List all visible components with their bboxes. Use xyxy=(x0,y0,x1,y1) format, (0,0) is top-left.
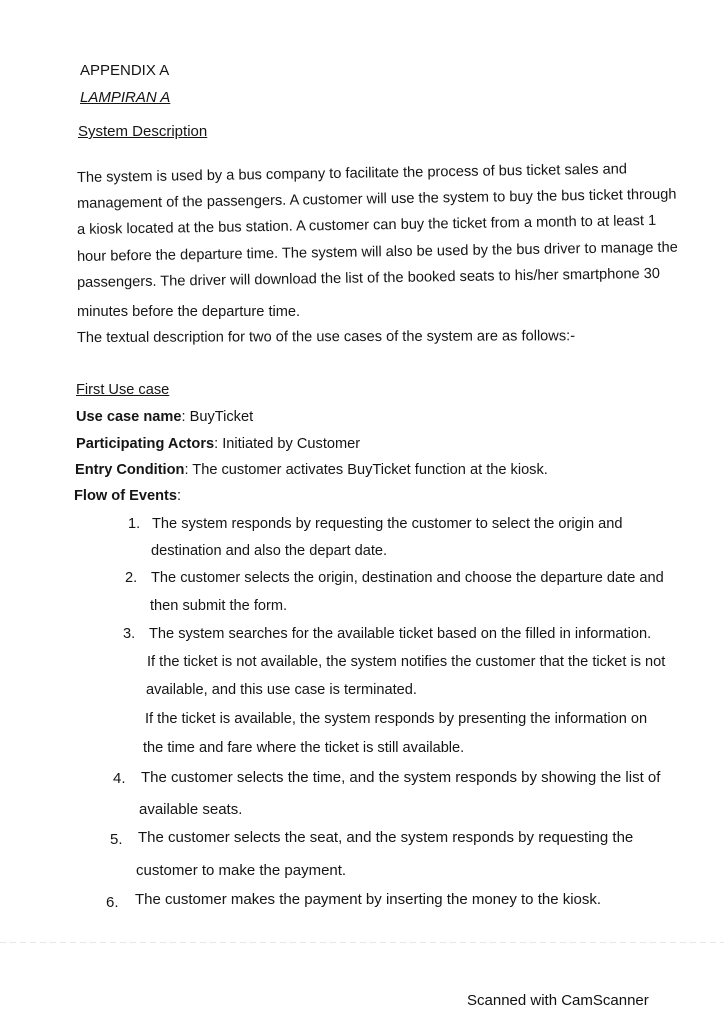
camscanner-watermark: Scanned with CamScanner xyxy=(467,992,649,1009)
step-line: then submit the form. xyxy=(150,598,288,614)
use-case-name-row xyxy=(76,409,253,425)
step-number: 4. xyxy=(113,770,126,787)
description-line: passengers. The driver will download the list of the booked seats to his/her smartphone 30 xyxy=(76,265,661,291)
step-number: 3. xyxy=(123,626,136,642)
step-line: If the ticket is available, the system responds by presenting the information on xyxy=(145,711,648,727)
use-case-name-label: Use case name xyxy=(76,409,182,425)
description-line: a kiosk located at the bus station. A customer can buy the ticket from a month to at least 1 xyxy=(76,212,657,238)
use-case-intro: The textual description for two of the use cases of the system are as follows:- xyxy=(76,328,576,346)
step-line: available, and this use case is terminated. xyxy=(146,682,417,698)
appendix-title: APPENDIX A xyxy=(80,62,170,79)
step-number: 2. xyxy=(125,570,138,586)
step-number: 1. xyxy=(128,516,141,532)
description-line: The system is used by a bus company to facilitate the process of bus ticket sales and xyxy=(76,161,628,186)
participating-actors-value: : Initiated by Customer xyxy=(214,436,361,452)
section-title: System Description xyxy=(78,123,208,140)
step-line: the time and fare where the ticket is still available. xyxy=(143,740,465,756)
entry-condition-label: Entry Condition xyxy=(75,462,185,478)
entry-condition-row xyxy=(75,462,548,478)
flow-of-events-label: Flow of Events xyxy=(74,488,177,504)
lampiran-title: LAMPIRAN A xyxy=(80,89,171,106)
participating-actors-row xyxy=(76,436,360,452)
step-line: customer to make the payment. xyxy=(136,862,347,879)
description-line: minutes before the departure time. xyxy=(77,304,301,320)
flow-of-events-colon: : xyxy=(176,488,182,504)
step-line: If the ticket is not available, the system notifies the customer that the ticket is not xyxy=(147,654,666,670)
step-line: The customer selects the seat, and the system responds by requesting the xyxy=(138,829,634,846)
flow-of-events-row xyxy=(74,488,181,504)
step-number: 5. xyxy=(110,831,123,848)
step-line: destination and also the depart date. xyxy=(151,543,388,559)
step-line: The system responds by requesting the customer to select the origin and xyxy=(152,516,623,532)
use-case-heading: First Use case xyxy=(76,382,170,398)
step-line: available seats. xyxy=(139,801,243,818)
description-line: management of the passengers. A customer will use the system to buy the bus ticket through xyxy=(76,186,677,212)
page-edge-divider xyxy=(0,942,724,943)
step-line: The customer makes the payment by inserting the money to the kiosk. xyxy=(135,891,602,908)
step-line: The customer selects the origin, destination and choose the departure date and xyxy=(151,570,664,586)
description-line: hour before the departure time. The system will also be used by the bus driver to manage the xyxy=(76,239,678,265)
step-line: The system searches for the available ticket based on the filled in information. xyxy=(149,626,652,642)
step-number: 6. xyxy=(106,894,119,911)
entry-condition-value: : The customer activates BuyTicket function at the kiosk. xyxy=(184,462,548,478)
participating-actors-label: Participating Actors xyxy=(76,436,215,452)
use-case-name-value: : BuyTicket xyxy=(181,409,254,425)
step-line: The customer selects the time, and the system responds by showing the list of xyxy=(141,769,661,786)
